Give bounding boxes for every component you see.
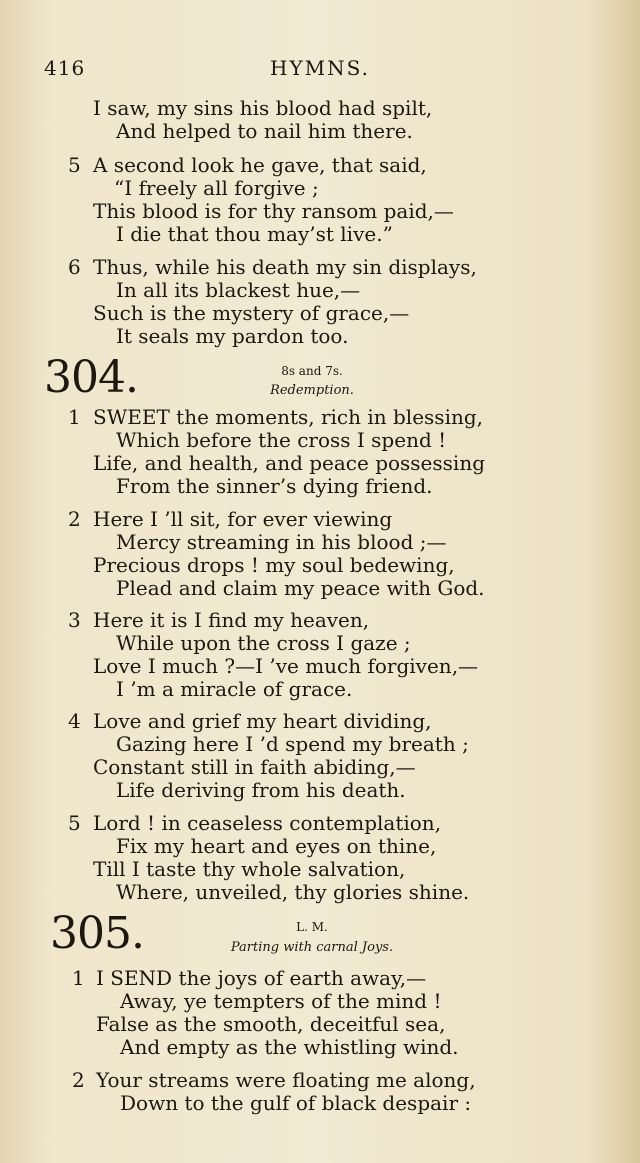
hymn-subject: Parting with carnal Joys. xyxy=(230,940,394,955)
verse-line: A second look he gave, that said, xyxy=(93,153,427,177)
verse-number: 6 xyxy=(68,255,81,279)
verse-line: Precious drops ! my soul bedewing, xyxy=(93,553,455,577)
verse-line: Till I taste thy whole salvation, xyxy=(93,857,406,881)
verse-line: I ’m a miracle of grace. xyxy=(116,677,353,701)
verse-line: And helped to nail him there. xyxy=(116,119,413,143)
verse-line: Constant still in faith abiding,— xyxy=(93,755,416,779)
verse-line: I saw, my sins his blood had spilt, xyxy=(93,96,433,120)
verse-number: 1 xyxy=(72,966,85,990)
verse-line: SWEET the moments, rich in blessing, xyxy=(93,405,483,429)
verse-line: And empty as the whistling wind. xyxy=(120,1035,459,1059)
verse-line: “I freely all forgive ; xyxy=(114,176,319,200)
verse-line: Here it is I find my heaven, xyxy=(93,608,370,632)
verse-line: From the sinner’s dying friend. xyxy=(116,474,433,498)
verse-line: Life, and health, and peace possessing xyxy=(93,451,486,475)
verse-line: Such is the mystery of grace,— xyxy=(93,301,410,325)
hymn-subject: Redemption. xyxy=(270,383,354,398)
hymn-number: 304. xyxy=(44,352,138,403)
verse-line: Fix my heart and eyes on thine, xyxy=(116,834,437,858)
verse-line: Down to the gulf of black despair : xyxy=(120,1091,472,1115)
verse-line: This blood is for thy ransom paid,— xyxy=(93,199,454,223)
verse-line: Life deriving from his death. xyxy=(116,778,406,802)
verse-line: Plead and claim my peace with God. xyxy=(116,576,485,600)
verse-line: Love and grief my heart dividing, xyxy=(93,709,432,733)
verse-line: It seals my pardon too. xyxy=(116,324,349,348)
verse-line: Your streams were floating me along, xyxy=(96,1068,476,1092)
verse-line: I SEND the joys of earth away,— xyxy=(96,966,427,990)
verse-number: 4 xyxy=(68,709,81,733)
running-title: HYMNS. xyxy=(270,56,370,80)
verse-line: I die that thou may’st live.” xyxy=(116,222,393,246)
verse-number: 2 xyxy=(68,507,81,531)
page-number: 416 xyxy=(44,56,86,80)
verse-line: Where, unveiled, thy glories shine. xyxy=(116,880,470,904)
verse-number: 3 xyxy=(68,608,81,632)
verse-line: Gazing here I ’d spend my breath ; xyxy=(116,732,469,756)
hymn-meter: L. M. xyxy=(296,920,328,934)
verse-line: Away, ye tempters of the mind ! xyxy=(120,989,442,1013)
hymn-meter: 8s and 7s. xyxy=(281,364,343,378)
verse-line: Love I much ?—I ’ve much forgiven,— xyxy=(93,654,479,678)
verse-line: While upon the cross I gaze ; xyxy=(116,631,411,655)
verse-line: Mercy streaming in his blood ;— xyxy=(116,530,447,554)
page-header xyxy=(0,56,640,86)
verse-line: Lord ! in ceaseless contemplation, xyxy=(93,811,442,835)
verse-number: 5 xyxy=(68,811,81,835)
verse-number: 5 xyxy=(68,153,81,177)
hymn-number: 305. xyxy=(50,908,144,959)
verse-line: Here I ’ll sit, for ever viewing xyxy=(93,507,393,531)
verse-line: In all its blackest hue,— xyxy=(116,278,361,302)
verse-number: 1 xyxy=(68,405,81,429)
verse-line: Which before the cross I spend ! xyxy=(116,428,447,452)
verse-line: Thus, while his death my sin displays, xyxy=(93,255,477,279)
verse-number: 2 xyxy=(72,1068,85,1092)
verse-line: False as the smooth, deceitful sea, xyxy=(96,1012,446,1036)
